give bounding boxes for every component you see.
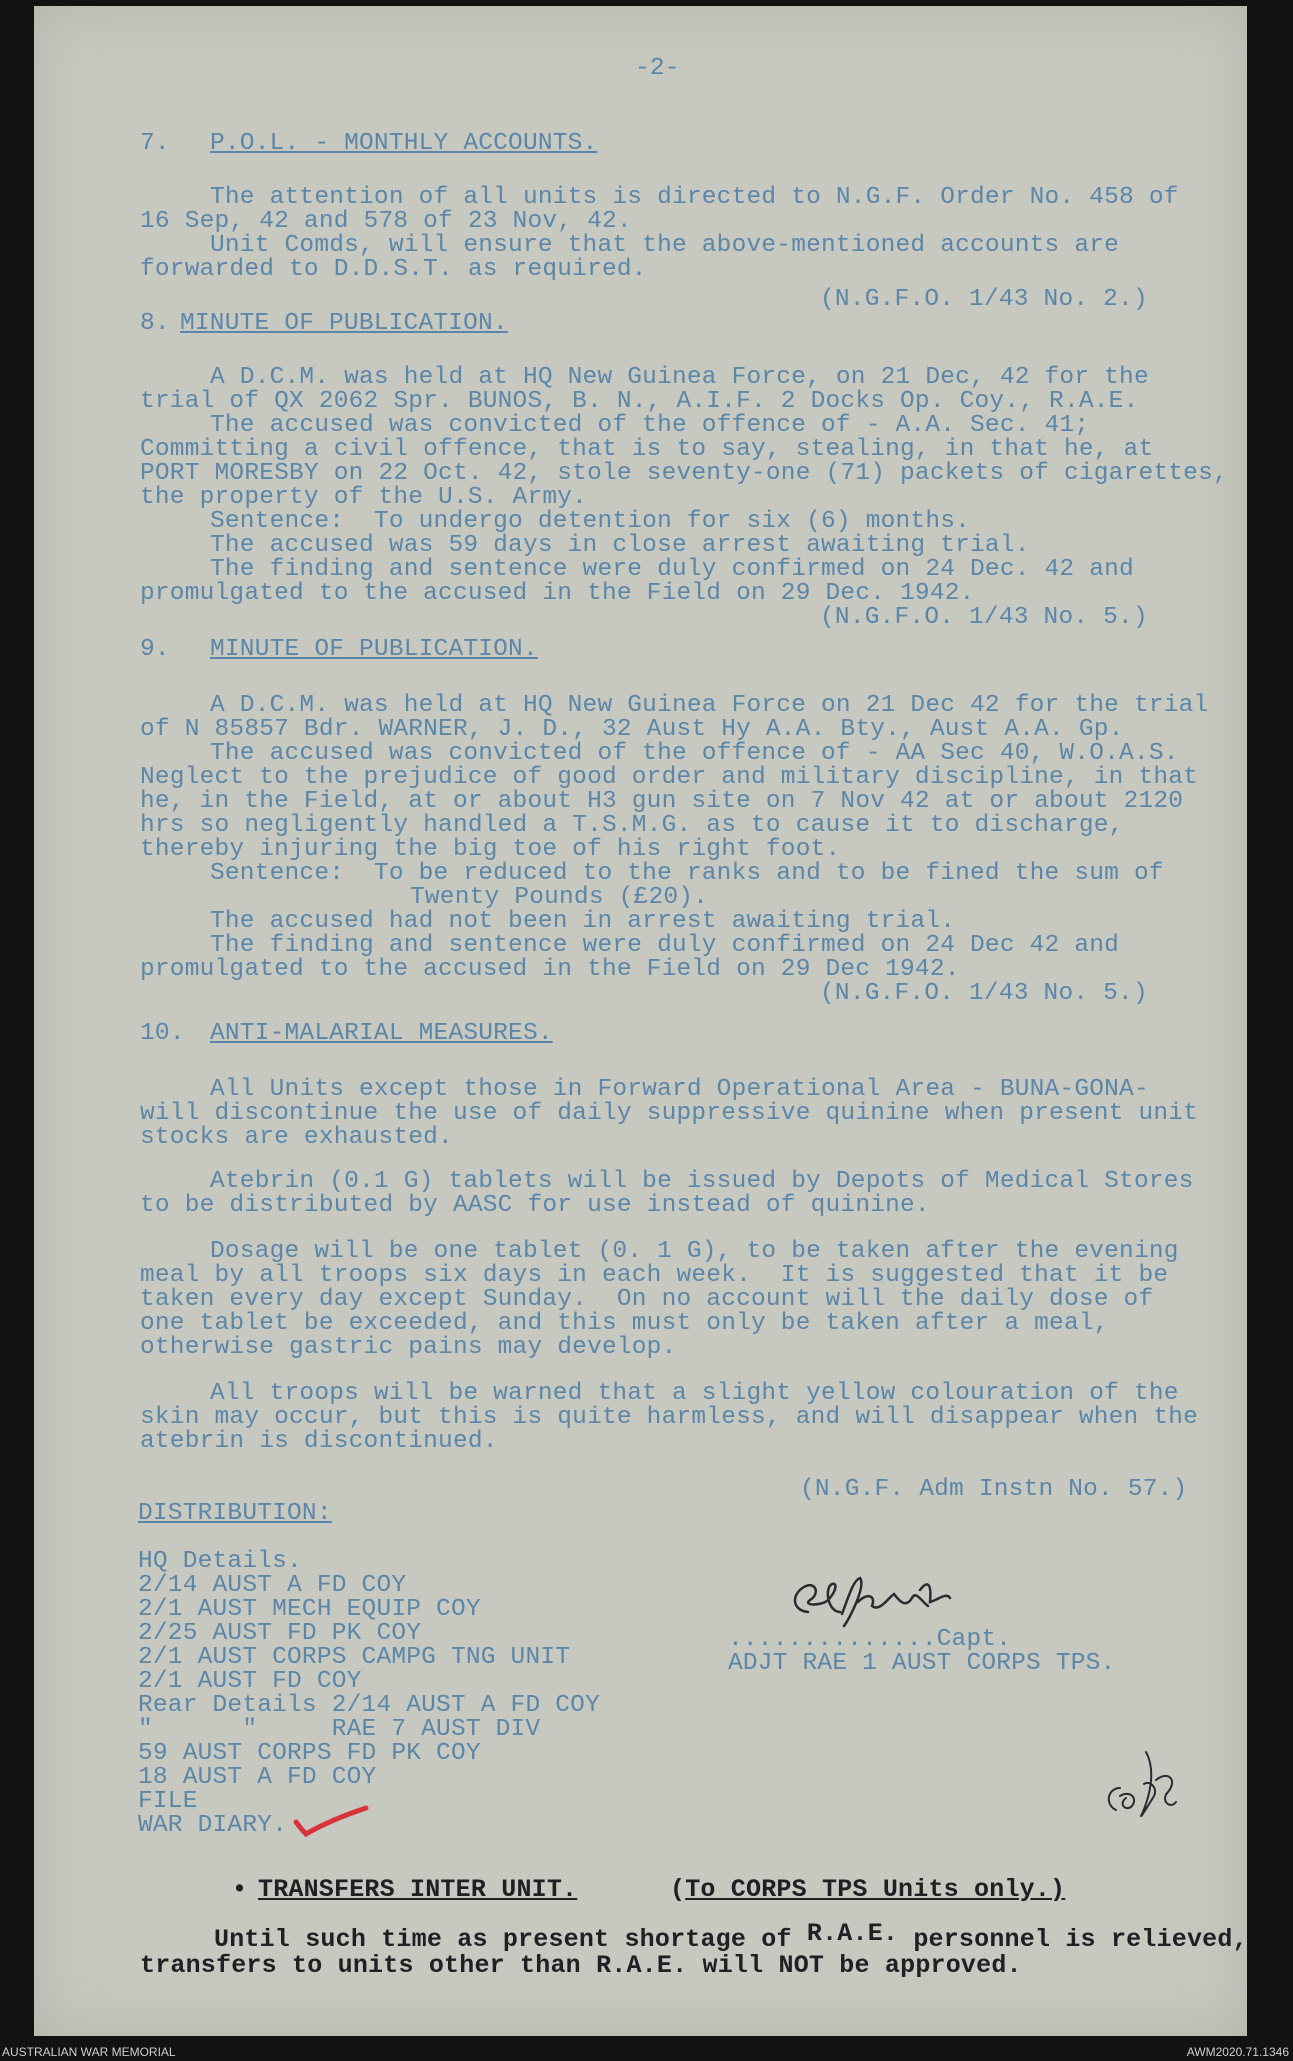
s8-line-8: The accused was 59 days in close arrest awaiting trial. [210, 532, 1030, 559]
s10-p2-line-1: Atebrin (0.1 G) tablets will be issued by Depots of Medical Stores [210, 1168, 1194, 1195]
signature-title: ADJT RAE 1 AUST CORPS TPS. [728, 1650, 1116, 1677]
s10-p4-line-2: skin may occur, but this is quite harmless, and will disappear when the [140, 1404, 1199, 1431]
footer-right: AWM2020.71.1346 [1186, 2045, 1289, 2059]
s8-line-7: Sentence: To undergo detention for six (6) months. [210, 508, 971, 535]
s8-reference: (N.G.F.O. 1/43 No. 5.) [820, 604, 1148, 631]
s10-p2-line-2: to be distributed by AASC for use instead of quinine. [140, 1192, 930, 1219]
s8-line-6: the property of the U.S. Army. [140, 484, 588, 511]
s8-line-2: trial of QX 2062 Spr. BUNOS, B. N., A.I.F. 2 Docks Op. Coy., R.A.E. [140, 388, 1139, 415]
s10-p1-line-3: stocks are exhausted. [140, 1124, 453, 1151]
distribution-item: 2/14 AUST A FD COY [138, 1572, 407, 1599]
transfers-note-text: To CORPS TPS Units only.) [685, 1875, 1066, 1904]
footer-left: AUSTRALIAN WAR MEMORIAL [2, 2045, 176, 2059]
s8-line-1: A D.C.M. was held at HQ New Guinea Force, on 21 Dec, 42 for the [210, 364, 1149, 391]
section-8-number: 8. [140, 310, 170, 337]
section-7-heading: P.O.L. - MONTHLY ACCOUNTS. [210, 130, 598, 157]
distribution-item: Rear Details 2/14 AUST A FD COY [138, 1692, 600, 1719]
s10-p1-line-1: All Units except those in Forward Operational Area - BUNA-GONA- [210, 1076, 1149, 1103]
distribution-item: HQ Details. [138, 1548, 302, 1575]
s9-line-2: of N 85857 Bdr. WARNER, J. D., 32 Aust Hy A.A. Bty., Aust A.A. Gp. [140, 716, 1124, 743]
distribution-item: 2/25 AUST FD PK COY [138, 1620, 422, 1647]
s9-line-6: hrs so negligently handled a T.S.M.G. as to cause it to discharge, [140, 812, 1124, 839]
distribution-item: WAR DIARY. [138, 1812, 288, 1839]
distribution-item: 2/1 AUST MECH EQUIP COY [138, 1596, 481, 1623]
transfers-line-2: transfers to units other than R.A.E. will NOT be approved. [140, 1951, 1022, 1980]
transfers-line-1-b: personnel is relieved, [898, 1925, 1248, 1954]
red-tick-mark [292, 1800, 372, 1840]
section-10-number: 10. [140, 1020, 185, 1047]
s7-line-1: The attention of all units is directed to N.G.F. Order No. 458 of [210, 184, 1179, 211]
s7-line-3: Unit Comds, will ensure that the above-mentioned accounts are [210, 232, 1120, 259]
s10-p3-line-3: taken every day except Sunday. On no account will the daily dose of [140, 1286, 1154, 1313]
section-7-number: 7. [140, 130, 170, 157]
transfers-rae: R.A.E. [806, 1919, 899, 1948]
distribution-item: 59 AUST CORPS FD PK COY [138, 1740, 481, 1767]
signature-dots-capt: ..............Capt. [728, 1626, 1012, 1653]
s8-line-4: Committing a civil offence, that is to say, stealing, in that he, at [140, 436, 1154, 463]
transfers-bullet: • [232, 1875, 248, 1904]
page-number: -2- [635, 55, 680, 82]
s10-p4-line-1: All troops will be warned that a slight yellow colouration of the [210, 1380, 1179, 1407]
s9-line-12: promulgated to the accused in the Field on 29 Dec 1942. [140, 956, 960, 983]
s10-p3-line-2: meal by all troops six days in each week. It is suggested that it be [140, 1262, 1169, 1289]
distribution-item: 2/1 AUST CORPS CAMPG TNG UNIT [138, 1644, 571, 1671]
s8-line-9: The finding and sentence were duly confirmed on 24 Dec. 42 and [210, 556, 1134, 583]
distribution-item: 18 AUST A FD COY [138, 1764, 377, 1791]
s8-line-3: The accused was convicted of the offence of - A.A. Sec. 41; [210, 412, 1090, 439]
s10-reference: (N.G.F. Adm Instn No. 57.) [800, 1476, 1188, 1503]
s9-line-3: The accused was convicted of the offence of - AA Sec 40, W.O.A.S. [210, 740, 1179, 767]
s9-line-8: Sentence: To be reduced to the ranks and to be fined the sum of [210, 860, 1164, 887]
s8-line-10: promulgated to the accused in the Field on 29 Dec. 1942. [140, 580, 975, 607]
section-10-heading: ANTI-MALARIAL MEASURES. [210, 1020, 553, 1047]
s9-line-1: A D.C.M. was held at HQ New Guinea Force on 21 Dec 42 for the trial [210, 692, 1209, 719]
s9-line-5: he, in the Field, at or about H3 gun site on 7 Nov 42 at or about 2120 [140, 788, 1184, 815]
s9-reference: (N.G.F.O. 1/43 No. 5.) [820, 980, 1148, 1007]
transfers-line-1-a: Until such time as present shortage of [214, 1925, 807, 1954]
handwritten-signature [780, 1572, 1110, 1632]
distribution-item: 2/1 AUST FD COY [138, 1668, 362, 1695]
s9-line-9: Twenty Pounds (£20). [410, 884, 709, 911]
s9-line-10: The accused had not been in arrest awaiting trial. [210, 908, 956, 935]
s10-p3-line-5: otherwise gastric pains may develop. [140, 1334, 677, 1361]
s10-p3-line-4: one tablet be exceeded, and this must only be taken after a meal, [140, 1310, 1109, 1337]
s10-p3-line-1: Dosage will be one tablet (0. 1 G), to be taken after the evening [210, 1238, 1179, 1265]
s9-line-11: The finding and sentence were duly confirmed on 24 Dec 42 and [210, 932, 1120, 959]
s9-line-4: Neglect to the prejudice of good order and military discipline, in that [140, 764, 1199, 791]
s10-p4-line-3: atebrin is discontinued. [140, 1428, 498, 1455]
s7-reference: (N.G.F.O. 1/43 No. 2.) [820, 286, 1148, 313]
transfers-note: (To CORPS TPS Units only.) [670, 1875, 1066, 1904]
handwritten-initials [1098, 1740, 1188, 1830]
distribution-heading: DISTRIBUTION: [138, 1500, 332, 1527]
distribution-item: FILE [138, 1788, 198, 1815]
s10-p1-line-2: will discontinue the use of daily suppressive quinine when present unit [140, 1100, 1199, 1127]
s7-line-4: forwarded to D.D.S.T. as required. [140, 256, 647, 283]
section-9-number: 9. [140, 636, 170, 663]
s7-line-2: 16 Sep, 42 and 578 of 23 Nov, 42. [140, 208, 632, 235]
s9-line-7: thereby injuring the big toe of his right foot. [140, 836, 841, 863]
section-9-heading: MINUTE OF PUBLICATION. [210, 636, 538, 663]
transfers-line-1 [214, 1919, 1248, 1954]
transfers-heading: TRANSFERS INTER UNIT. [258, 1875, 578, 1904]
section-8-heading: MINUTE OF PUBLICATION. [180, 310, 508, 337]
distribution-item: " " RAE 7 AUST DIV [138, 1716, 541, 1743]
s8-line-5: PORT MORESBY on 22 Oct. 42, stole seventy-one (71) packets of cigarettes, [140, 460, 1228, 487]
